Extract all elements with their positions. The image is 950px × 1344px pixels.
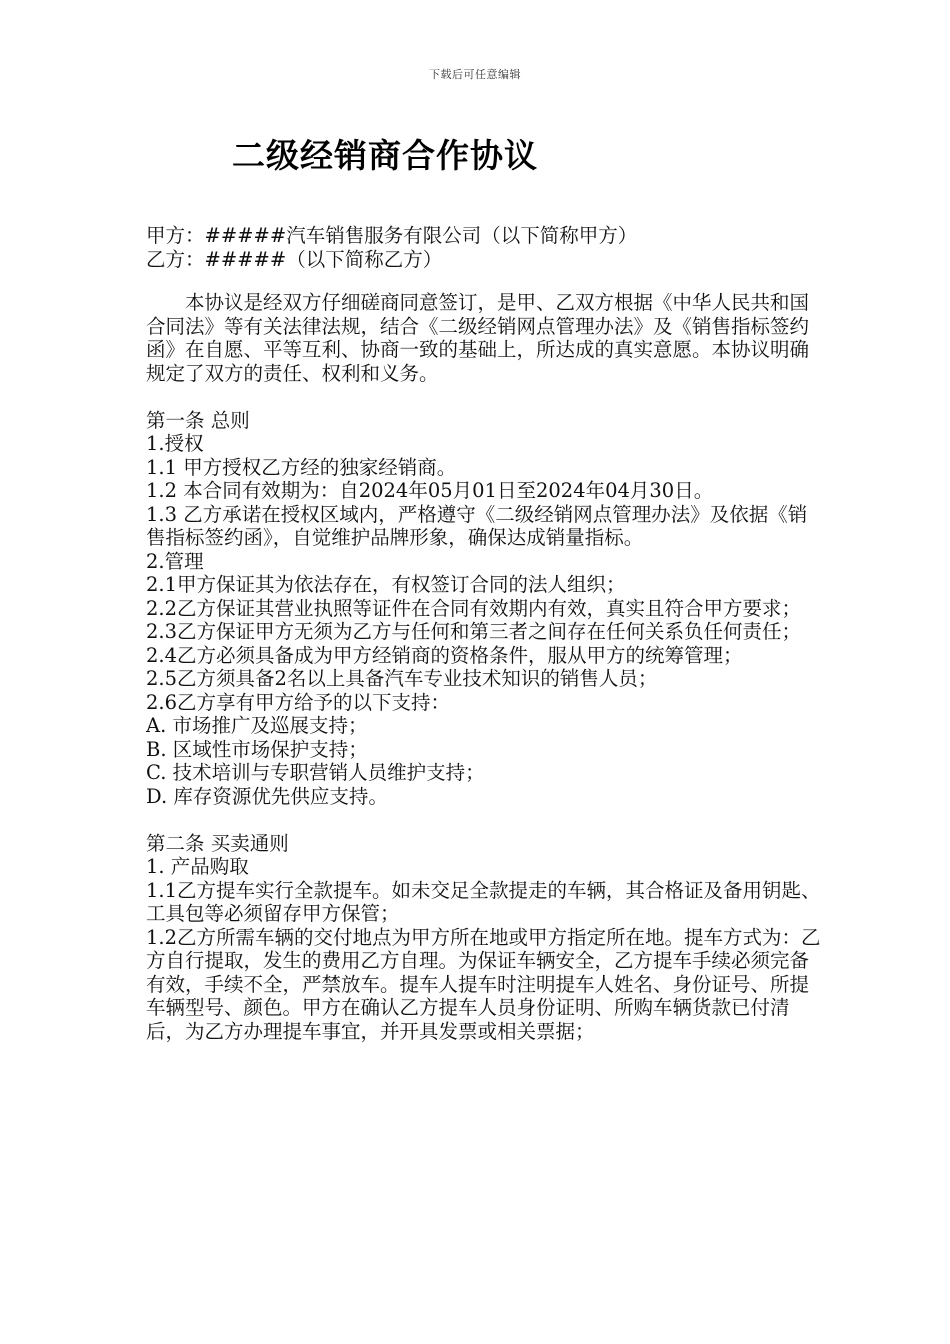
clause-1-2: 1.2 本合同有效期为：自2024年05月01日至2024年04月30日。 [146, 479, 714, 502]
support-item-a: A. 市场推广及巡展支持； [146, 714, 368, 737]
header-note: 下载后可任意编辑 [429, 68, 521, 81]
article-1-heading: 第一条 总则 [146, 408, 250, 432]
article-2-clause-1-2: 1.2乙方所需车辆的交付地点为甲方所在地或甲方指定所在地。提车方式为：乙方自行提取，发生的费用乙方自理。为保证车辆安全，乙方提车手续必须完备有效，手续不全，严禁放车。提车人提车时注明提车人姓名、身份证号、所提车辆型号、颜色。甲方在确认乙方提车人员身份证明、所购车辆货款已付清后，为乙方办理提车事宜，并开具发票或相关票据； [146, 925, 821, 1043]
article-2-heading: 第二条 买卖通则 [146, 831, 289, 855]
spacer [146, 271, 826, 291]
spacer [146, 385, 826, 409]
party-b: 乙方：#####（以下简称乙方） [146, 247, 443, 271]
article-1-section-management: 2.管理 [146, 549, 204, 573]
clause-1-3: 1.3 乙方承诺在授权区域内，严格遵守《二级经销网点管理办法》及依据《销售指标签约函》，自觉维护品牌形象，确保达成销量指标。 [146, 502, 808, 549]
support-item-d: D. 库存资源优先供应支持。 [146, 784, 388, 808]
document-body [146, 224, 826, 1043]
article-2-clause-1-1: 1.1乙方提车实行全款提车。如未交足全款提走的车辆，其合格证及备用钥匙、工具包等必须留存甲方保管； [146, 878, 821, 925]
clause-2-1: 2.1甲方保证其为依法存在，有权签订合同的法人组织； [146, 573, 626, 596]
clause-2-6: 2.6乙方享有甲方给予的以下支持： [146, 690, 451, 714]
clause-2-3: 2.3乙方保证甲方无须为乙方与任何和第三者之间存在任何关系负任何责任； [146, 620, 802, 643]
support-item-b: B. 区域性市场保护支持； [146, 737, 368, 761]
party-a: 甲方：#####汽车销售服务有限公司（以下简称甲方） [146, 224, 638, 247]
intro-paragraph: 本协议是经双方仔细磋商同意签订，是甲、乙双方根据《中华人民共和国合同法》等有关法律法规，结合《二级经销网点管理办法》及《销售指标签约函》在自愿、平等互利、协商一致的基础上，所达成的真实意愿。本协议明确规定了双方的责任、权利和义务。 [146, 291, 810, 385]
spacer [146, 808, 826, 832]
clause-2-2: 2.2乙方保证其营业执照等证件在合同有效期内有效，真实且符合甲方要求； [146, 596, 802, 620]
article-1-section-authorization: 1.授权 [146, 432, 204, 455]
support-item-c: C. 技术培训与专职营销人员维护支持； [146, 761, 485, 784]
clause-1-1: 1.1 甲方授权乙方经的独家经销商。 [146, 455, 457, 479]
article-2-section-purchase: 1. 产品购取 [146, 855, 249, 878]
clause-2-4: 2.4乙方必须具备成为甲方经销商的资格条件，服从甲方的统筹管理； [146, 643, 743, 667]
document-title: 二级经销商合作协议 [232, 136, 538, 175]
clause-2-5: 2.5乙方须具备2名以上具备汽车专业技术知识的销售人员； [146, 667, 658, 690]
